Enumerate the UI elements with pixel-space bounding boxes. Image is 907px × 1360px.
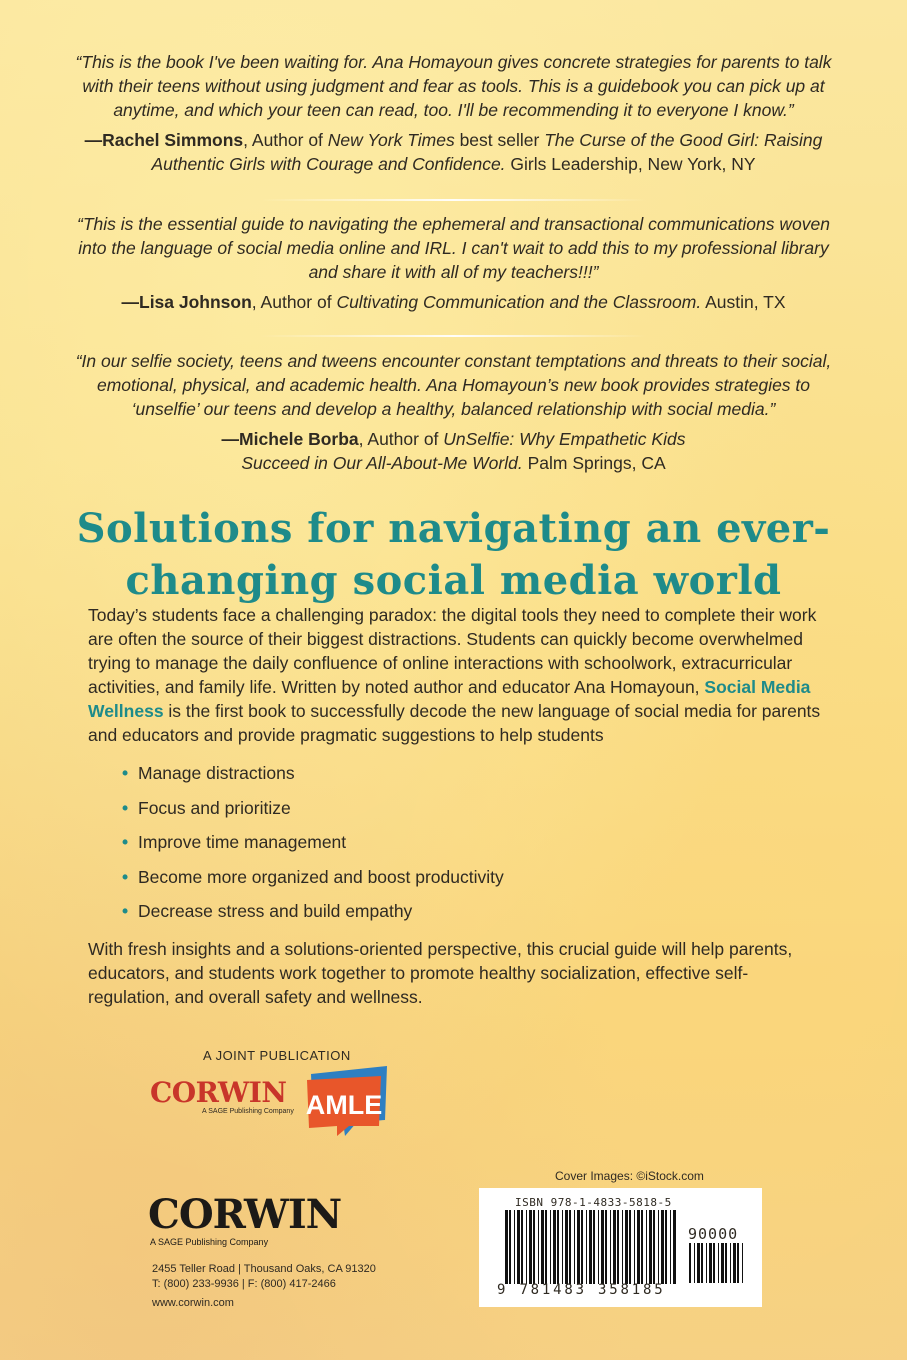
list-item-text: Improve time management: [138, 832, 347, 853]
barcode-bar: [517, 1210, 520, 1284]
barcode-bar: [589, 1210, 592, 1284]
barcode-bar: [697, 1243, 700, 1283]
amle-logo: [305, 1064, 391, 1138]
barcode-bar: [601, 1210, 604, 1284]
isbn-barcode: [479, 1188, 762, 1307]
work-title: Cultivating Communication and the Classroom.: [336, 292, 702, 312]
corwin-logo-large: [148, 1191, 342, 1247]
barcode-bar: [733, 1243, 736, 1283]
barcode-bar: [629, 1210, 631, 1284]
bullet-icon: •: [122, 901, 129, 922]
barcode-bar: [649, 1210, 652, 1284]
barcode-bar: [701, 1243, 703, 1283]
list-item: [122, 761, 504, 796]
corwin-logo-small: [150, 1076, 294, 1115]
bullet-icon: •: [122, 866, 129, 887]
bullet-icon: •: [122, 832, 129, 853]
barcode-bar: [665, 1210, 667, 1284]
closing-paragraph: With fresh insights and a solutions-oriented perspective, this crucial guide will help parents, educators, and students work together to promote healthy socialization, effective self-regulation, and overall safety and wellness.: [88, 939, 793, 1007]
list-item-text: Focus and prioritize: [138, 797, 291, 818]
endorsement-quote-3: [70, 349, 837, 475]
barcode-bar: [725, 1243, 727, 1283]
barcode-bar: [661, 1210, 664, 1284]
quote-text: “This is the book I've been waiting for. Ana Homayoun gives concrete strategies for parents to talk with their teens without using judgment and fear as tools. This is a guidebook you can pick up at anytime, and which your teen can read, too. I'll be recommending it to everyone I know.”: [75, 52, 832, 120]
barcode-bar: [586, 1210, 587, 1284]
barcode-bar: [706, 1243, 707, 1283]
barcode-bar: [569, 1210, 571, 1284]
intro-paragraph: [88, 603, 828, 747]
barcode-bar: [533, 1210, 535, 1284]
barcode-bar: [538, 1210, 539, 1284]
joint-publication-label: A JOINT PUBLICATION: [203, 1048, 351, 1063]
publisher-address: [152, 1262, 376, 1311]
corwin-tagline: A SAGE Publishing Company: [202, 1108, 294, 1115]
corwin-tagline: A SAGE Publishing Company: [150, 1237, 269, 1247]
book-title: Social Media Wellness: [88, 677, 811, 721]
barcode-bar: [670, 1210, 671, 1284]
quote-attribution: [70, 290, 837, 314]
barcode-bar: [641, 1210, 643, 1284]
quote-attribution: [70, 128, 837, 176]
website: www.corwin.com: [152, 1297, 234, 1309]
intro-text: is the first book to successfully decode the new language of social media for parents and educators and provide pragmatic suggestions to help students: [88, 701, 821, 745]
quote-text: “This is the essential guide to navigating the ephemeral and transactional communications woven into the language of social media online and IRL. I can't wait to add this to my professional library and share it with all of my teachers!!!”: [77, 214, 830, 282]
barcode-bar: [653, 1210, 655, 1284]
bullet-icon: •: [122, 797, 129, 818]
barcode-bar: [718, 1243, 719, 1283]
quote-text: “In our selfie society, teens and tweens encounter constant temptations and threats to their social, emotional, physical, and academic health. Ana Homayoun’s new book provides strategies to ‘unselfie’ our teens and develop a healthy, balanced relationship with social media.”: [75, 351, 832, 419]
barcode-bar: [541, 1210, 544, 1284]
barcode-bar: [613, 1210, 616, 1284]
address-line: 2455 Teller Road | Thousand Oaks, CA 91320: [152, 1263, 376, 1275]
barcode-bar: [713, 1243, 715, 1283]
work-title: New York Times: [327, 130, 455, 150]
barcode-bar: [521, 1210, 523, 1284]
barcode-bar: [610, 1210, 611, 1284]
bullet-icon: •: [122, 763, 129, 783]
barcode-bar: [709, 1243, 712, 1283]
barcode-bar: [742, 1243, 743, 1283]
attribution-text: best seller: [454, 130, 545, 150]
cover-image-credit: Cover Images: ©iStock.com: [555, 1169, 704, 1183]
attribution-text: Palm Springs, CA: [522, 453, 666, 473]
attribution-text: , Author of: [251, 292, 337, 312]
list-item: [122, 865, 504, 900]
headline: Solutions for navigating an ever-changing social media world: [76, 505, 831, 604]
barcode-bar: [526, 1210, 527, 1284]
barcode-bar: [545, 1210, 547, 1284]
isbn-label: ISBN 978-1-4833-5818-5: [515, 1196, 672, 1209]
barcode-bar: [509, 1210, 511, 1284]
list-item-text: Become more organized and boost productivity: [138, 866, 504, 887]
barcode-bar: [553, 1210, 556, 1284]
barcode-bar: [581, 1210, 583, 1284]
intro-text: Today’s students face a challenging paradox: the digital tools they need to complete their work are often the source of their biggest distractions. Students can quickly become overwhelmed trying to manage the daily confluence of online interactions with schoolwork, extracurricular activities, and family life. Written by noted author and educator Ana Homayoun,: [88, 605, 817, 697]
barcode-bar: [622, 1210, 623, 1284]
divider: [260, 199, 647, 201]
barcode-digits: 9 781483 358185: [497, 1282, 666, 1298]
barcode-bar: [730, 1243, 731, 1283]
barcode-bar: [689, 1243, 691, 1283]
quote-author: —Michele Borba: [221, 429, 359, 449]
barcode-bar: [646, 1210, 647, 1284]
attribution-text: Austin, TX: [701, 292, 786, 312]
quote-attribution: [70, 427, 837, 475]
amle-wordmark: AMLE: [305, 1090, 383, 1120]
attribution-text: , Author of: [243, 130, 328, 150]
barcode-bar: [505, 1210, 508, 1284]
barcode-bar: [557, 1210, 559, 1284]
barcode-bar: [529, 1210, 532, 1284]
barcode-bar: [550, 1210, 551, 1284]
barcode-bar: [514, 1210, 515, 1284]
benefits-list: [122, 761, 504, 934]
barcode-addon-bars: [689, 1243, 745, 1283]
barcode-bar: [634, 1210, 635, 1284]
list-item: [122, 830, 504, 865]
list-item-text: Decrease stress and build empathy: [138, 901, 413, 922]
attribution-text: Girls Leadership, New York, NY: [505, 154, 756, 174]
barcode-bar: [574, 1210, 575, 1284]
endorsement-quote-2: [70, 212, 837, 314]
barcode-bar: [721, 1243, 724, 1283]
list-item-text: Manage distractions: [138, 763, 295, 783]
barcode-bar: [625, 1210, 628, 1284]
quote-author: —Lisa Johnson: [121, 292, 252, 312]
quote-author: —Rachel Simmons: [84, 130, 244, 150]
barcode-bar: [598, 1210, 599, 1284]
price-code: 90000: [688, 1225, 739, 1243]
attribution-text: , Author of: [358, 429, 444, 449]
barcode-bar: [737, 1243, 739, 1283]
barcode-bar: [694, 1243, 695, 1283]
barcode-bar: [637, 1210, 640, 1284]
list-item: [122, 899, 504, 934]
barcode-bar: [562, 1210, 563, 1284]
divider: [260, 335, 647, 337]
barcode-bars: [505, 1210, 677, 1284]
work-title: UnSelfie: Why Empathetic Kids Succeed in Our All-About-Me World.: [241, 429, 686, 473]
phone-line: T: (800) 233-9936 | F: (800) 417-2466: [152, 1278, 336, 1290]
list-item: [122, 796, 504, 831]
barcode-bar: [577, 1210, 580, 1284]
corwin-wordmark: CORWIN: [150, 1076, 287, 1109]
barcode-bar: [565, 1210, 568, 1284]
barcode-bar: [605, 1210, 607, 1284]
barcode-bar: [617, 1210, 619, 1284]
work-title: The Curse of the Good Girl: Raising Authentic Girls with Courage and Confidence.: [151, 130, 823, 174]
barcode-bar: [593, 1210, 595, 1284]
endorsement-quote-1: [70, 50, 837, 176]
corwin-wordmark: CORWIN: [148, 1191, 342, 1238]
barcode-bar: [673, 1210, 676, 1284]
barcode-bar: [658, 1210, 659, 1284]
